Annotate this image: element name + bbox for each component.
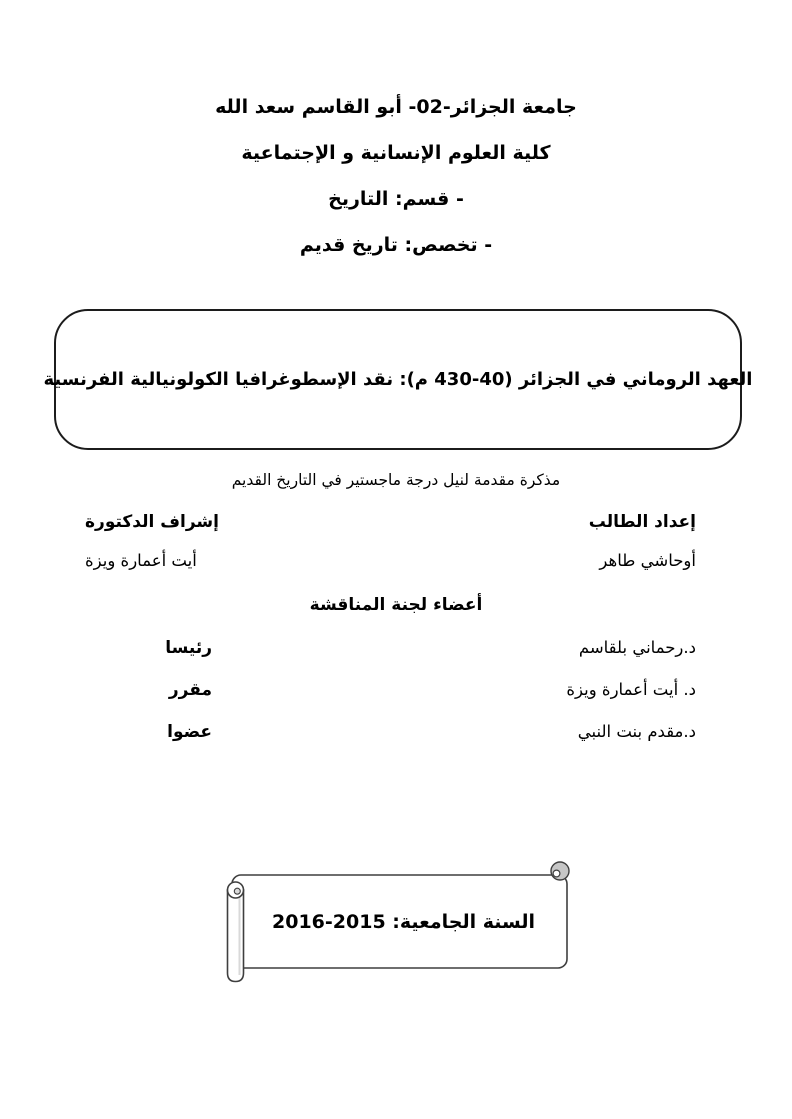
member-name: د.مقدم بنت النبي bbox=[577, 722, 696, 741]
supervisor-name: أيت أعمارة ويزة bbox=[85, 551, 197, 570]
committee-heading: أعضاء لجنة المناقشة bbox=[309, 595, 483, 615]
supervisor-heading: إشراف الدكتورة bbox=[85, 512, 219, 532]
committee-row bbox=[85, 722, 696, 742]
student-heading: إعداد الطالب bbox=[588, 512, 696, 532]
member-role: عضوا bbox=[167, 722, 212, 742]
member-role: رئيسا bbox=[165, 638, 212, 658]
member-name: د.رحماني بلقاسم bbox=[578, 638, 696, 657]
faculty-name: كلية العلوم الإنسانية و الإجتماعية bbox=[241, 142, 551, 164]
university-header bbox=[0, 84, 792, 268]
memo-line: مذكرة مقدمة لنيل درجة ماجستير في التاريخ القديم bbox=[231, 471, 561, 489]
committee-row bbox=[85, 680, 696, 700]
thesis-title-box bbox=[43, 309, 753, 450]
member-role: مقرر bbox=[168, 680, 212, 700]
department-line: - قسم: التاريخ bbox=[328, 188, 464, 210]
preparation-name-row bbox=[85, 551, 696, 570]
student-name: أوحاشي طاهر bbox=[599, 551, 696, 570]
member-name: د. أيت أعمارة ويزة bbox=[566, 680, 696, 699]
specialty-line: - تخصص: تاريخ قديم bbox=[299, 234, 493, 256]
university-name: جامعة الجزائر-02- أبو القاسم سعد الله bbox=[215, 96, 577, 118]
committee-row bbox=[85, 638, 696, 658]
preparation-heading-row bbox=[85, 512, 696, 532]
scroll-top-right-curl-icon bbox=[551, 862, 569, 880]
thesis-title: العهد الروماني في الجزائر (40-430 م): نقد الإسطوغرافيا الكولونيالية الفرنسية bbox=[43, 369, 753, 390]
academic-year-text: السنة الجامعية: 2015-2016 bbox=[272, 911, 535, 933]
